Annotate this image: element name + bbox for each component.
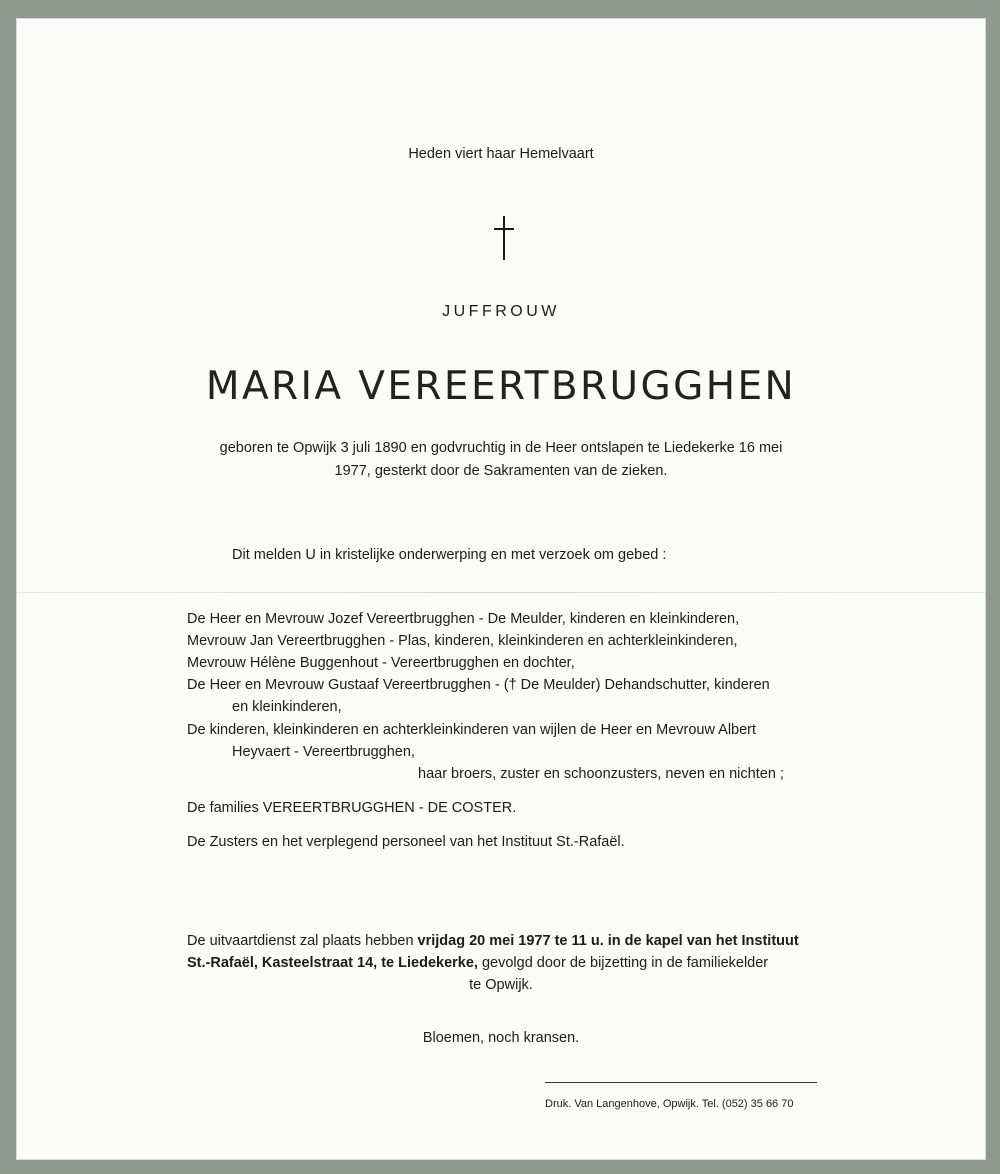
family-line: De kinderen, kleinkinderen en achterkleinkinderen van wijlen de Heer en Mevrouw Albert xyxy=(187,722,757,738)
heading-ascension: Heden viert haar Hemelvaart xyxy=(408,146,594,162)
family-line: De Zusters en het verplegend personeel van het Instituut St.-Rafaël. xyxy=(187,834,625,850)
funeral-line-2 xyxy=(187,953,768,973)
printer-credit: Druk. Van Langenhove, Opwijk. Tel. (052) 35 66 70 xyxy=(545,1098,794,1110)
birth-line-1: geboren te Opwijk 3 juli 1890 en godvruchtig in de Heer ontslapen te Liedekerke 16 mei xyxy=(219,440,783,456)
family-line: Mevrouw Hélène Buggenhout - Vereertbrugghen en dochter, xyxy=(187,655,575,671)
family-line-continued: Heyvaert - Vereertbrugghen, xyxy=(232,744,415,760)
title-label: JUFFROUW xyxy=(442,303,560,320)
printer-divider xyxy=(545,1082,817,1083)
funeral-details: vrijdag 20 mei 1977 te 11 u. in de kapel van het Instituut xyxy=(417,933,799,949)
funeral-text: gevolgd door de bijzetting in de familiekelder xyxy=(477,955,769,971)
funeral-line-1 xyxy=(187,931,799,951)
birth-line-2: 1977, gesterkt door de Sakramenten van de zieken. xyxy=(334,463,668,479)
fold-line xyxy=(16,592,986,593)
family-line: De families VEREERTBRUGGHEN - DE COSTER. xyxy=(187,800,517,816)
mourning-card xyxy=(16,18,986,1160)
funeral-line-3: te Opwijk. xyxy=(469,977,533,993)
family-relatives-line: haar broers, zuster en schoonzusters, neven en nichten ; xyxy=(418,766,784,782)
deceased-name: MARIA VEREERTBRUGGHEN xyxy=(205,364,797,409)
family-line-continued: en kleinkinderen, xyxy=(232,699,342,715)
intro-text: Dit melden U in kristelijke onderwerping en met verzoek om gebed : xyxy=(232,547,667,563)
family-line: Mevrouw Jan Vereertbrugghen - Plas, kinderen, kleinkinderen en achterkleinkinderen, xyxy=(187,633,738,649)
funeral-location: St.-Rafaël, Kasteelstraat 14, te Liedekerke, xyxy=(187,955,478,971)
cross-icon xyxy=(494,216,514,262)
family-line: De Heer en Mevrouw Jozef Vereertbrugghen - De Meulder, kinderen en kleinkinderen, xyxy=(187,611,740,627)
family-line: De Heer en Mevrouw Gustaaf Vereertbrugghen - († De Meulder) Dehandschutter, kinderen xyxy=(187,677,770,693)
funeral-text: De uitvaartdienst zal plaats hebben xyxy=(187,933,418,949)
flowers-note: Bloemen, noch kransen. xyxy=(422,1030,580,1046)
